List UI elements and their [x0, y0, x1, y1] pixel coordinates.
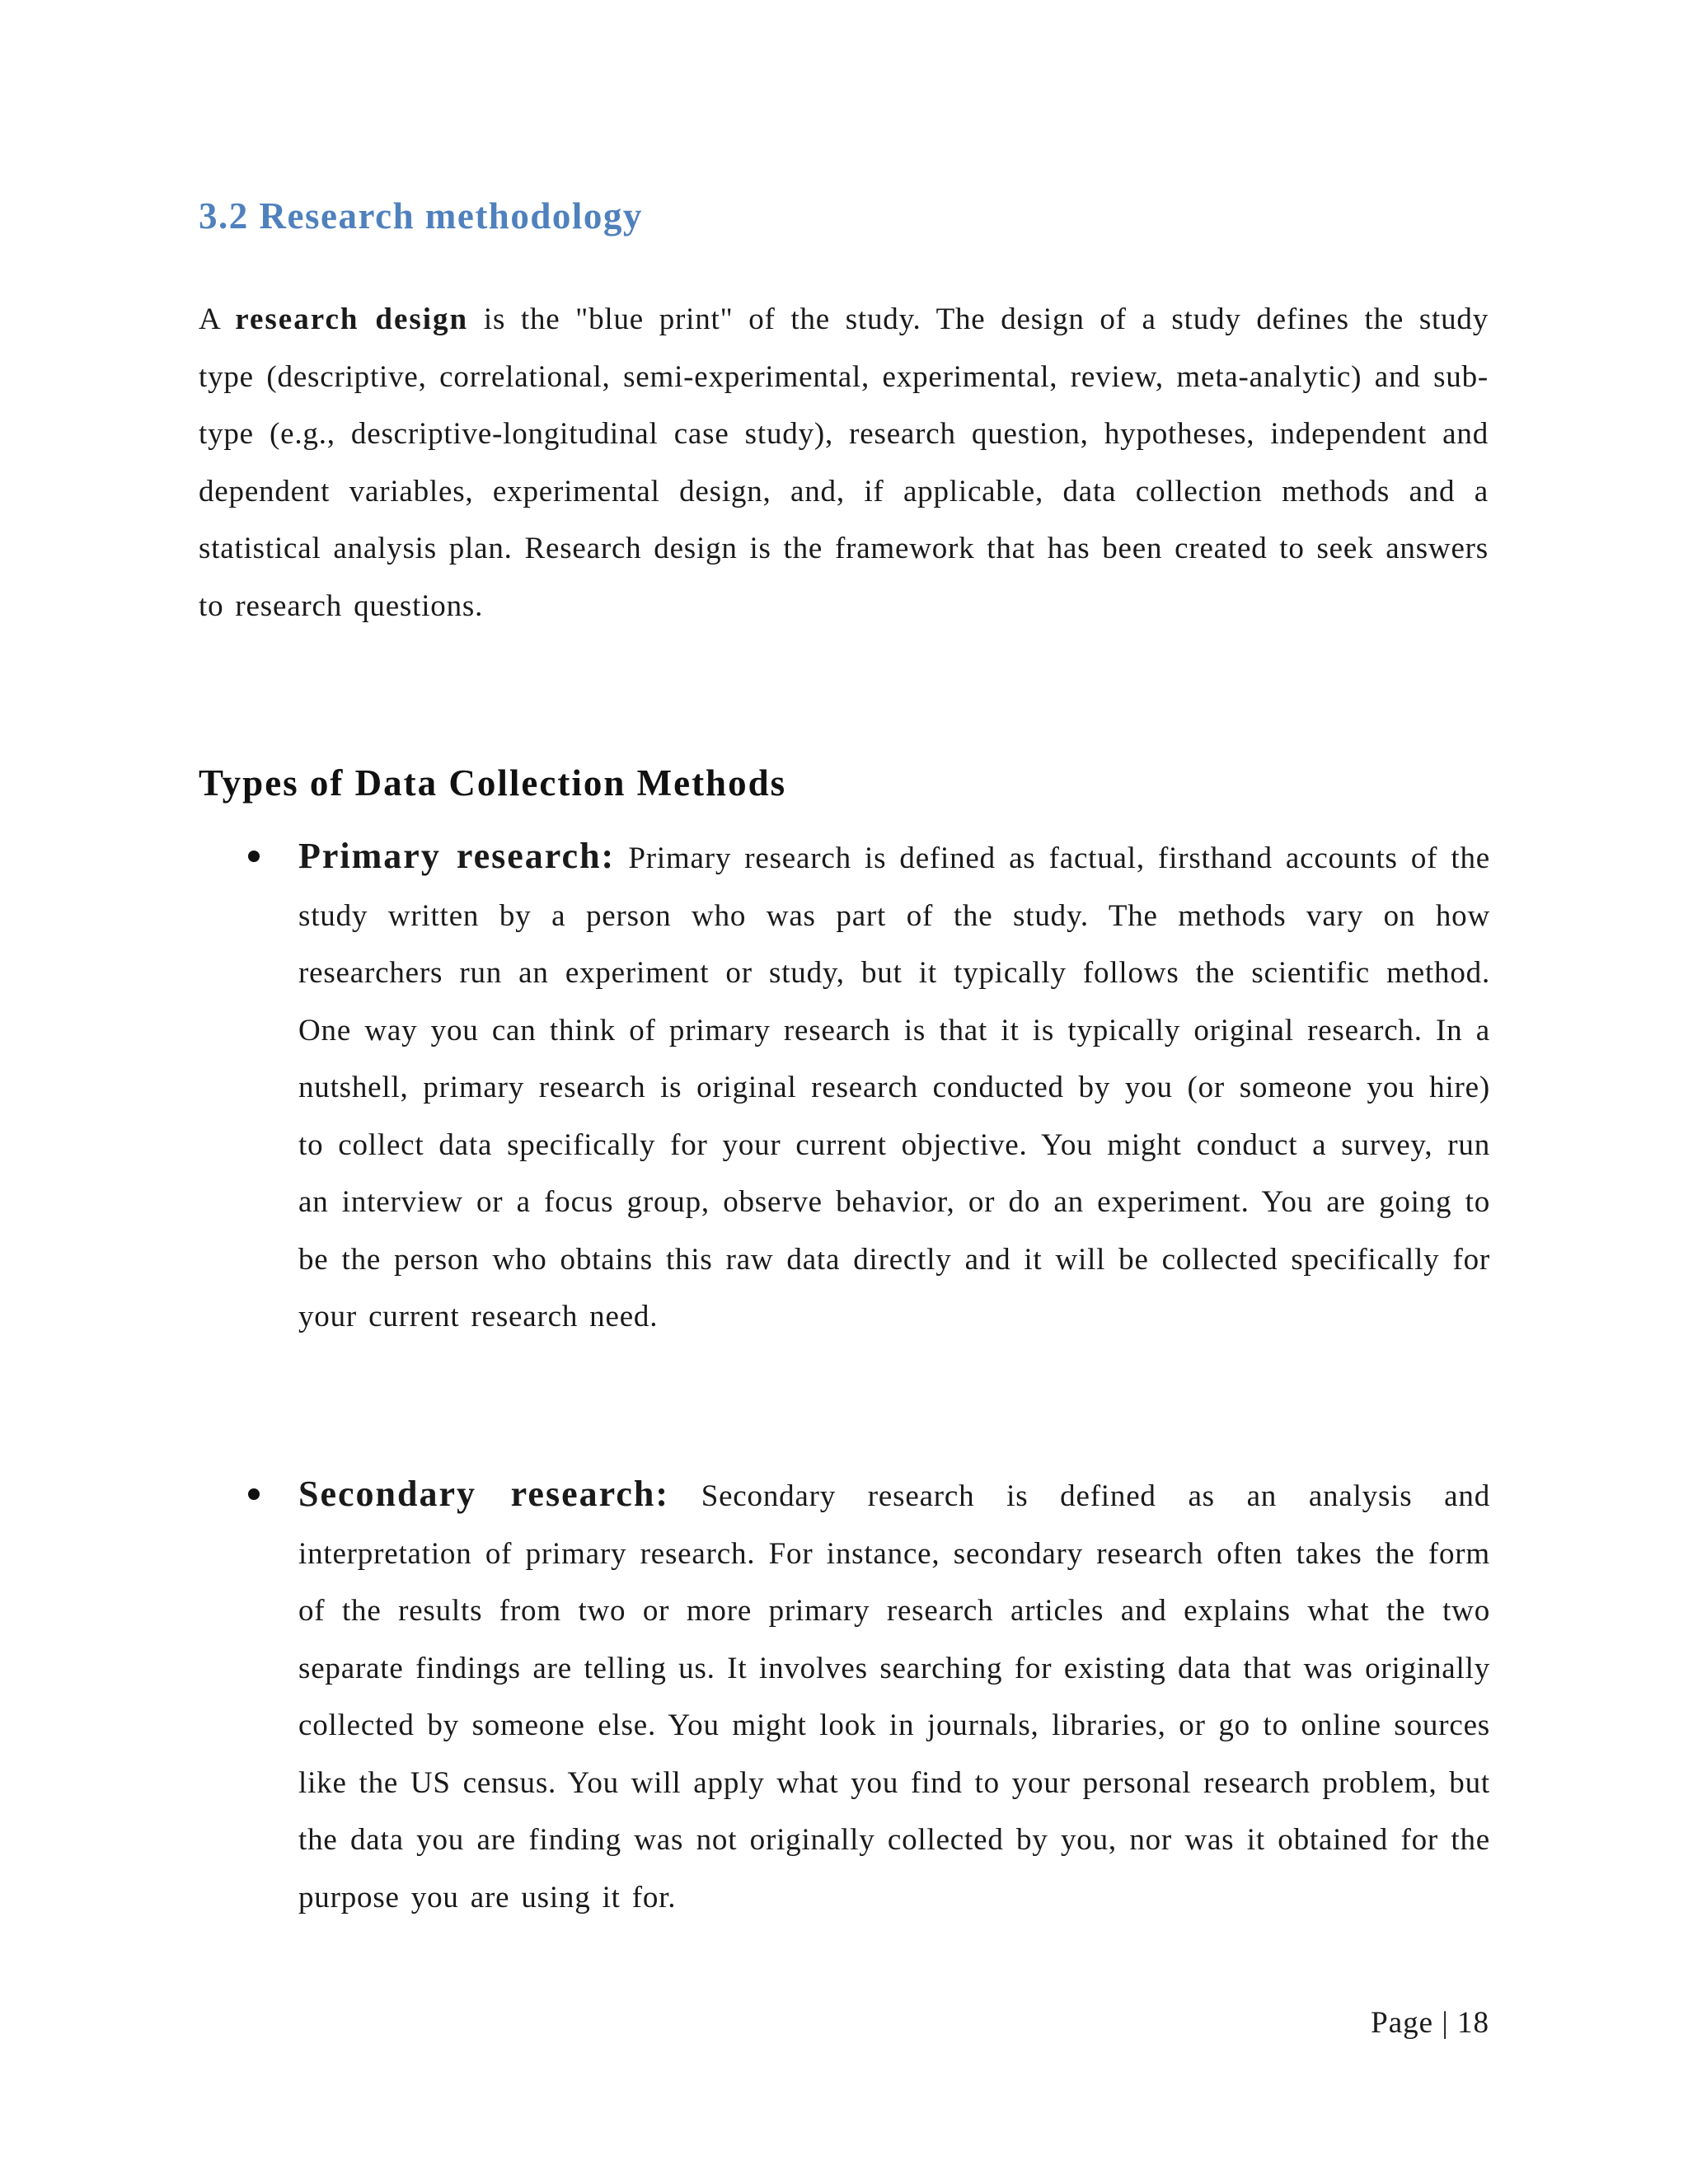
research-design-term: research design	[235, 302, 469, 336]
secondary-research-description: Secondary research is defined as an analysis and interpretation of primary research. For instance, secondary research often takes the form of the results from two or more primary research articles and explains what the two separate findings are telling us. It involves searching for existing data that was originally collected by someone else. You might look in journals, libraries, or go to online sources like the US census. You will apply what you find to your personal research problem, but the data you are finding was not originally collected by you, nor was it obtained for the purpose you are using it for.	[298, 1479, 1490, 1915]
intro-body: is the "blue print" of the study. The design of a study defines the study type (descriptive, correlational, semi-experimental, experimental, review, meta-analytic) and sub-type (e.g., descriptive-longitudinal case study), research question, hypotheses, independent and dependent variables, experimental design, and, if applicable, data collection methods and a statistical analysis plan. Research design is the framework that has been created to seek answers to research questions.	[199, 302, 1489, 623]
data-collection-heading: Types of Data Collection Methods	[199, 762, 787, 804]
intro-lead: A	[199, 302, 236, 336]
list-item-text	[298, 827, 1490, 1346]
section-heading: 3.2 Research methodology	[199, 195, 643, 237]
primary-research-description: Primary research is defined as factual, firsthand accounts of the study written by a person who was part of the study. The methods vary on how researchers run an experiment or study, but it typically follows the scientific method. One way you can think of primary research is that it is typically original research. In a nutshell, primary research is original research conducted by you (or someone you hire) to collect data specifically for your current objective. You might conduct a survey, run an interview or a focus group, observe behavior, or do an experiment. You are going to be the person who obtains this raw data directly and it will be collected specifically for your current research need.	[298, 841, 1490, 1333]
primary-research-term: Primary research:	[298, 836, 616, 876]
bullet-icon	[248, 1488, 260, 1500]
list-item-primary-research	[298, 827, 1490, 1346]
secondary-research-term: Secondary research:	[298, 1474, 669, 1514]
intro-paragraph	[199, 291, 1489, 635]
list-item-secondary-research	[298, 1465, 1490, 1926]
list-item-text	[298, 1465, 1490, 1926]
page-number: Page | 18	[1371, 2006, 1489, 2040]
bullet-icon	[248, 851, 260, 862]
